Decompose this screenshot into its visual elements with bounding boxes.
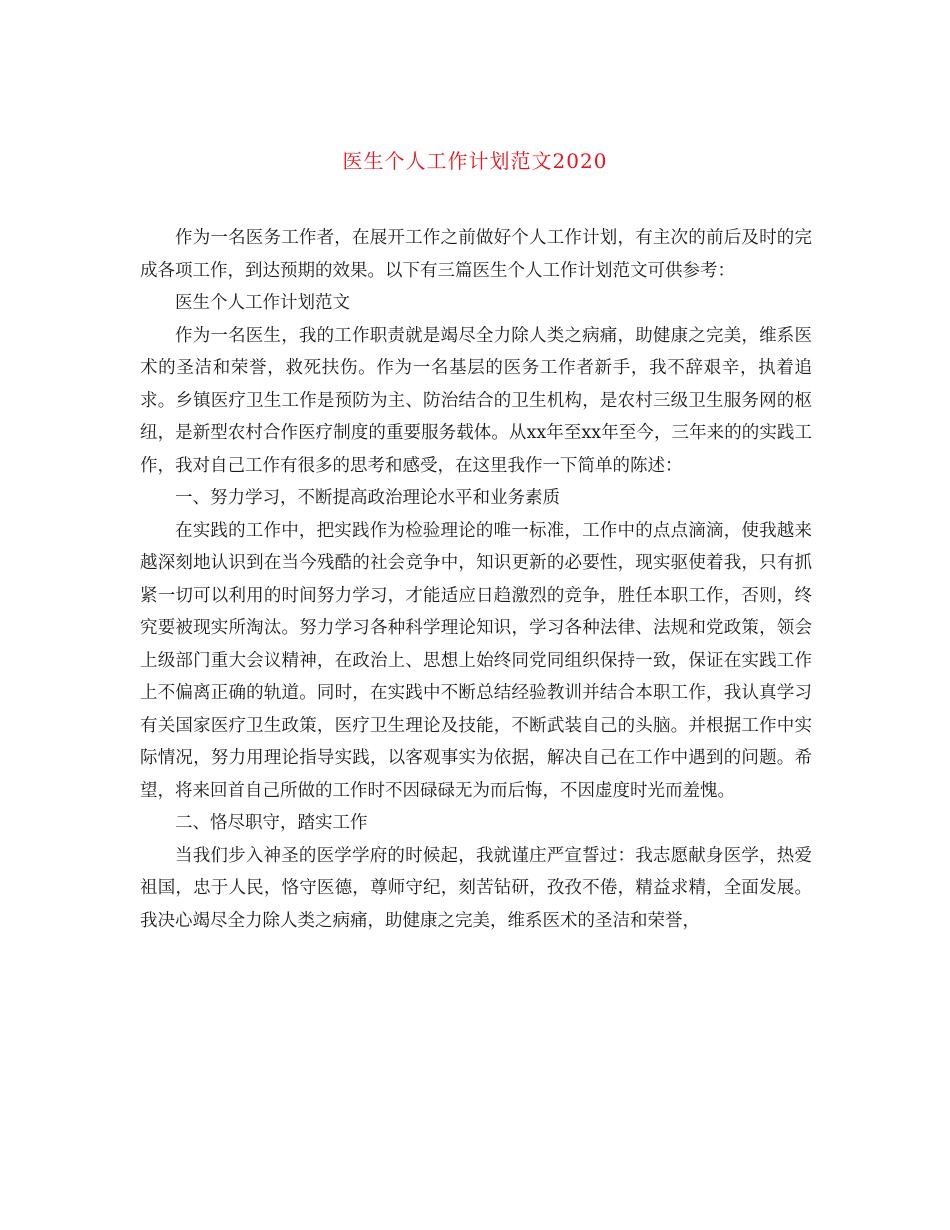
- section-heading-1: 一、努力学习，不断提高政治理论水平和业务素质: [175, 488, 560, 508]
- body-paragraph: 当我们步入神圣的医学学府的时候起，我就谨庄严宣誓过：我志愿献身医学，热爱祖国，忠于人民，恪守医德，尊师守纪，刻苦钻研，孜孜不倦，精益求精，全面发展。我决心竭尽全力除人类之病痛，助健康之完美，维系医术的圣洁和荣誉，: [140, 845, 812, 931]
- body-paragraph: 作为一名医生，我的工作职责就是竭尽全力除人类之病痛，助健康之完美，维系医术的圣洁和荣誉，救死扶伤。作为一名基层的医务工作者新手，我不辞艰辛，执着追求。乡镇医疗卫生工作是预防为主、防治结合的卫生机构，是农村三级卫生服务网的枢纽，是新型农村合作医疗制度的重要服务载体。从xx年至xx年至今，三年来的的实践工作，我对自己工作有很多的思考和感受，在这里我作一下简单的陈述：: [140, 325, 812, 476]
- document-title: 医生个人工作计划范文2020: [342, 149, 608, 173]
- section-heading-sample: 医生个人工作计划范文: [175, 293, 350, 313]
- intro-paragraph: 作为一名医务工作者，在展开工作之前做好个人工作计划，有主次的前后及时的完成各项工作，到达预期的效果。以下有三篇医生个人工作计划范文可供参考：: [140, 228, 812, 281]
- document-body: [140, 222, 812, 937]
- body-paragraph: 在实践的工作中，把实践作为检验理论的唯一标准，工作中的点点滴滴，使我越来越深刻地认识到在当今残酷的社会竞争中，知识更新的必要性，现实驱使着我，只有抓紧一切可以利用的时间努力学习，才能适应日趋激烈的竞争，胜任本职工作，否则，终究要被现实所淘汰。努力学习各种科学理论知识，学习各种法律、法规和党政策，领会上级部门重大会议精神，在政治上、思想上始终同党同组织保持一致，保证在实践工作上不偏离正确的轨道。同时，在实践中不断总结经验教训并结合本职工作，我认真学习有关国家医疗卫生政策，医疗卫生理论及技能，不断武装自己的头脑。并根据工作中实际情况，努力用理论指导实践，以客观事实为依据，解决自己在工作中遇到的问题。希望，将来回首自己所做的工作时不因碌碌无为而后悔，不因虚度时光而羞愧。: [140, 520, 812, 801]
- section-heading-2: 二、恪尽职守，踏实工作: [175, 813, 368, 833]
